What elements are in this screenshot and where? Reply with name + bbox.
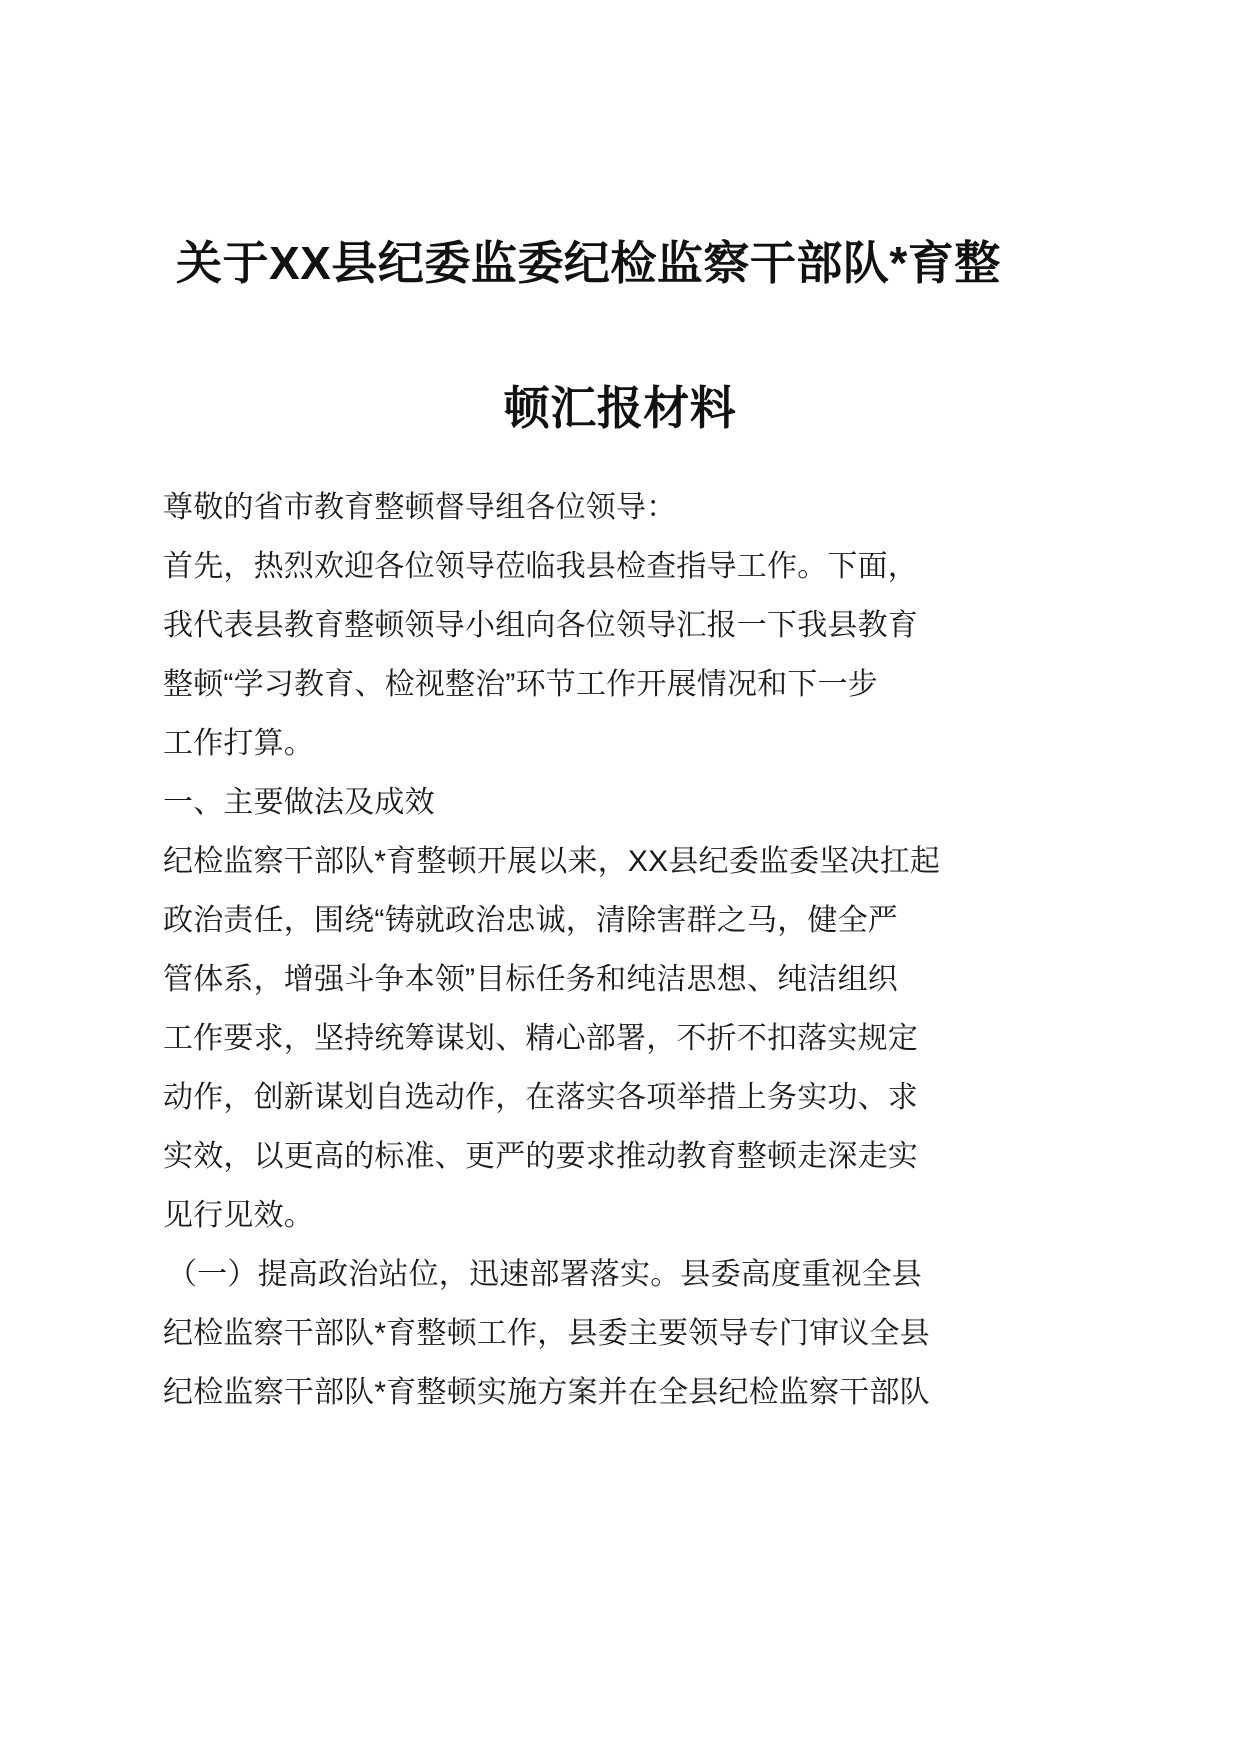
title-line-2: 顿汇报材料 [503, 381, 737, 434]
section-heading-one: 一、主要做法及成效 [163, 786, 435, 819]
body-line: 见行见效。 [163, 1199, 314, 1232]
body-line: 纪检监察干部队*育整顿实施方案并在全县纪检监察干部队 [163, 1376, 930, 1409]
body-line: 管体系，增强斗争本领”目标任务和纯洁思想、纯洁组织 [163, 963, 898, 996]
body-line: 我代表县教育整顿领导小组向各位领导汇报一下我县教育 [163, 609, 918, 642]
page-title [150, 191, 1090, 481]
title-line-1: 关于XX县纪委监委纪检监察干部队*育整 [176, 236, 1001, 289]
document-body [163, 478, 1093, 1422]
body-line: 纪检监察干部队*育整顿开展以来，XX县纪委监委坚决扛起 [163, 845, 941, 878]
body-line: 实效，以更高的标准、更严的要求推动教育整顿走深走实 [163, 1140, 918, 1173]
body-line: 纪检监察干部队*育整顿工作，县委主要领导专门审议全县 [163, 1317, 930, 1350]
body-line: 整顿“学习教育、检视整治”环节工作开展情况和下一步 [163, 668, 878, 701]
body-line: 工作要求，坚持统筹谋划、精心部署，不折不扣落实规定 [163, 1022, 918, 1055]
body-line: 政治责任，围绕“铸就政治忠诚，清除害群之马，健全严 [163, 904, 898, 937]
subsection-heading-one: （一）提高政治站位，迅速部署落实。县委高度重视全县 [167, 1258, 922, 1291]
body-line: 动作，创新谋划自选动作，在落实各项举措上务实功、求 [163, 1081, 918, 1114]
body-line: 工作打算。 [163, 727, 314, 760]
body-line-salutation: 尊敬的省市教育整顿督导组各位领导： [163, 491, 677, 524]
body-line: 首先，热烈欢迎各位领导莅临我县检查指导工作。下面， [163, 550, 918, 583]
